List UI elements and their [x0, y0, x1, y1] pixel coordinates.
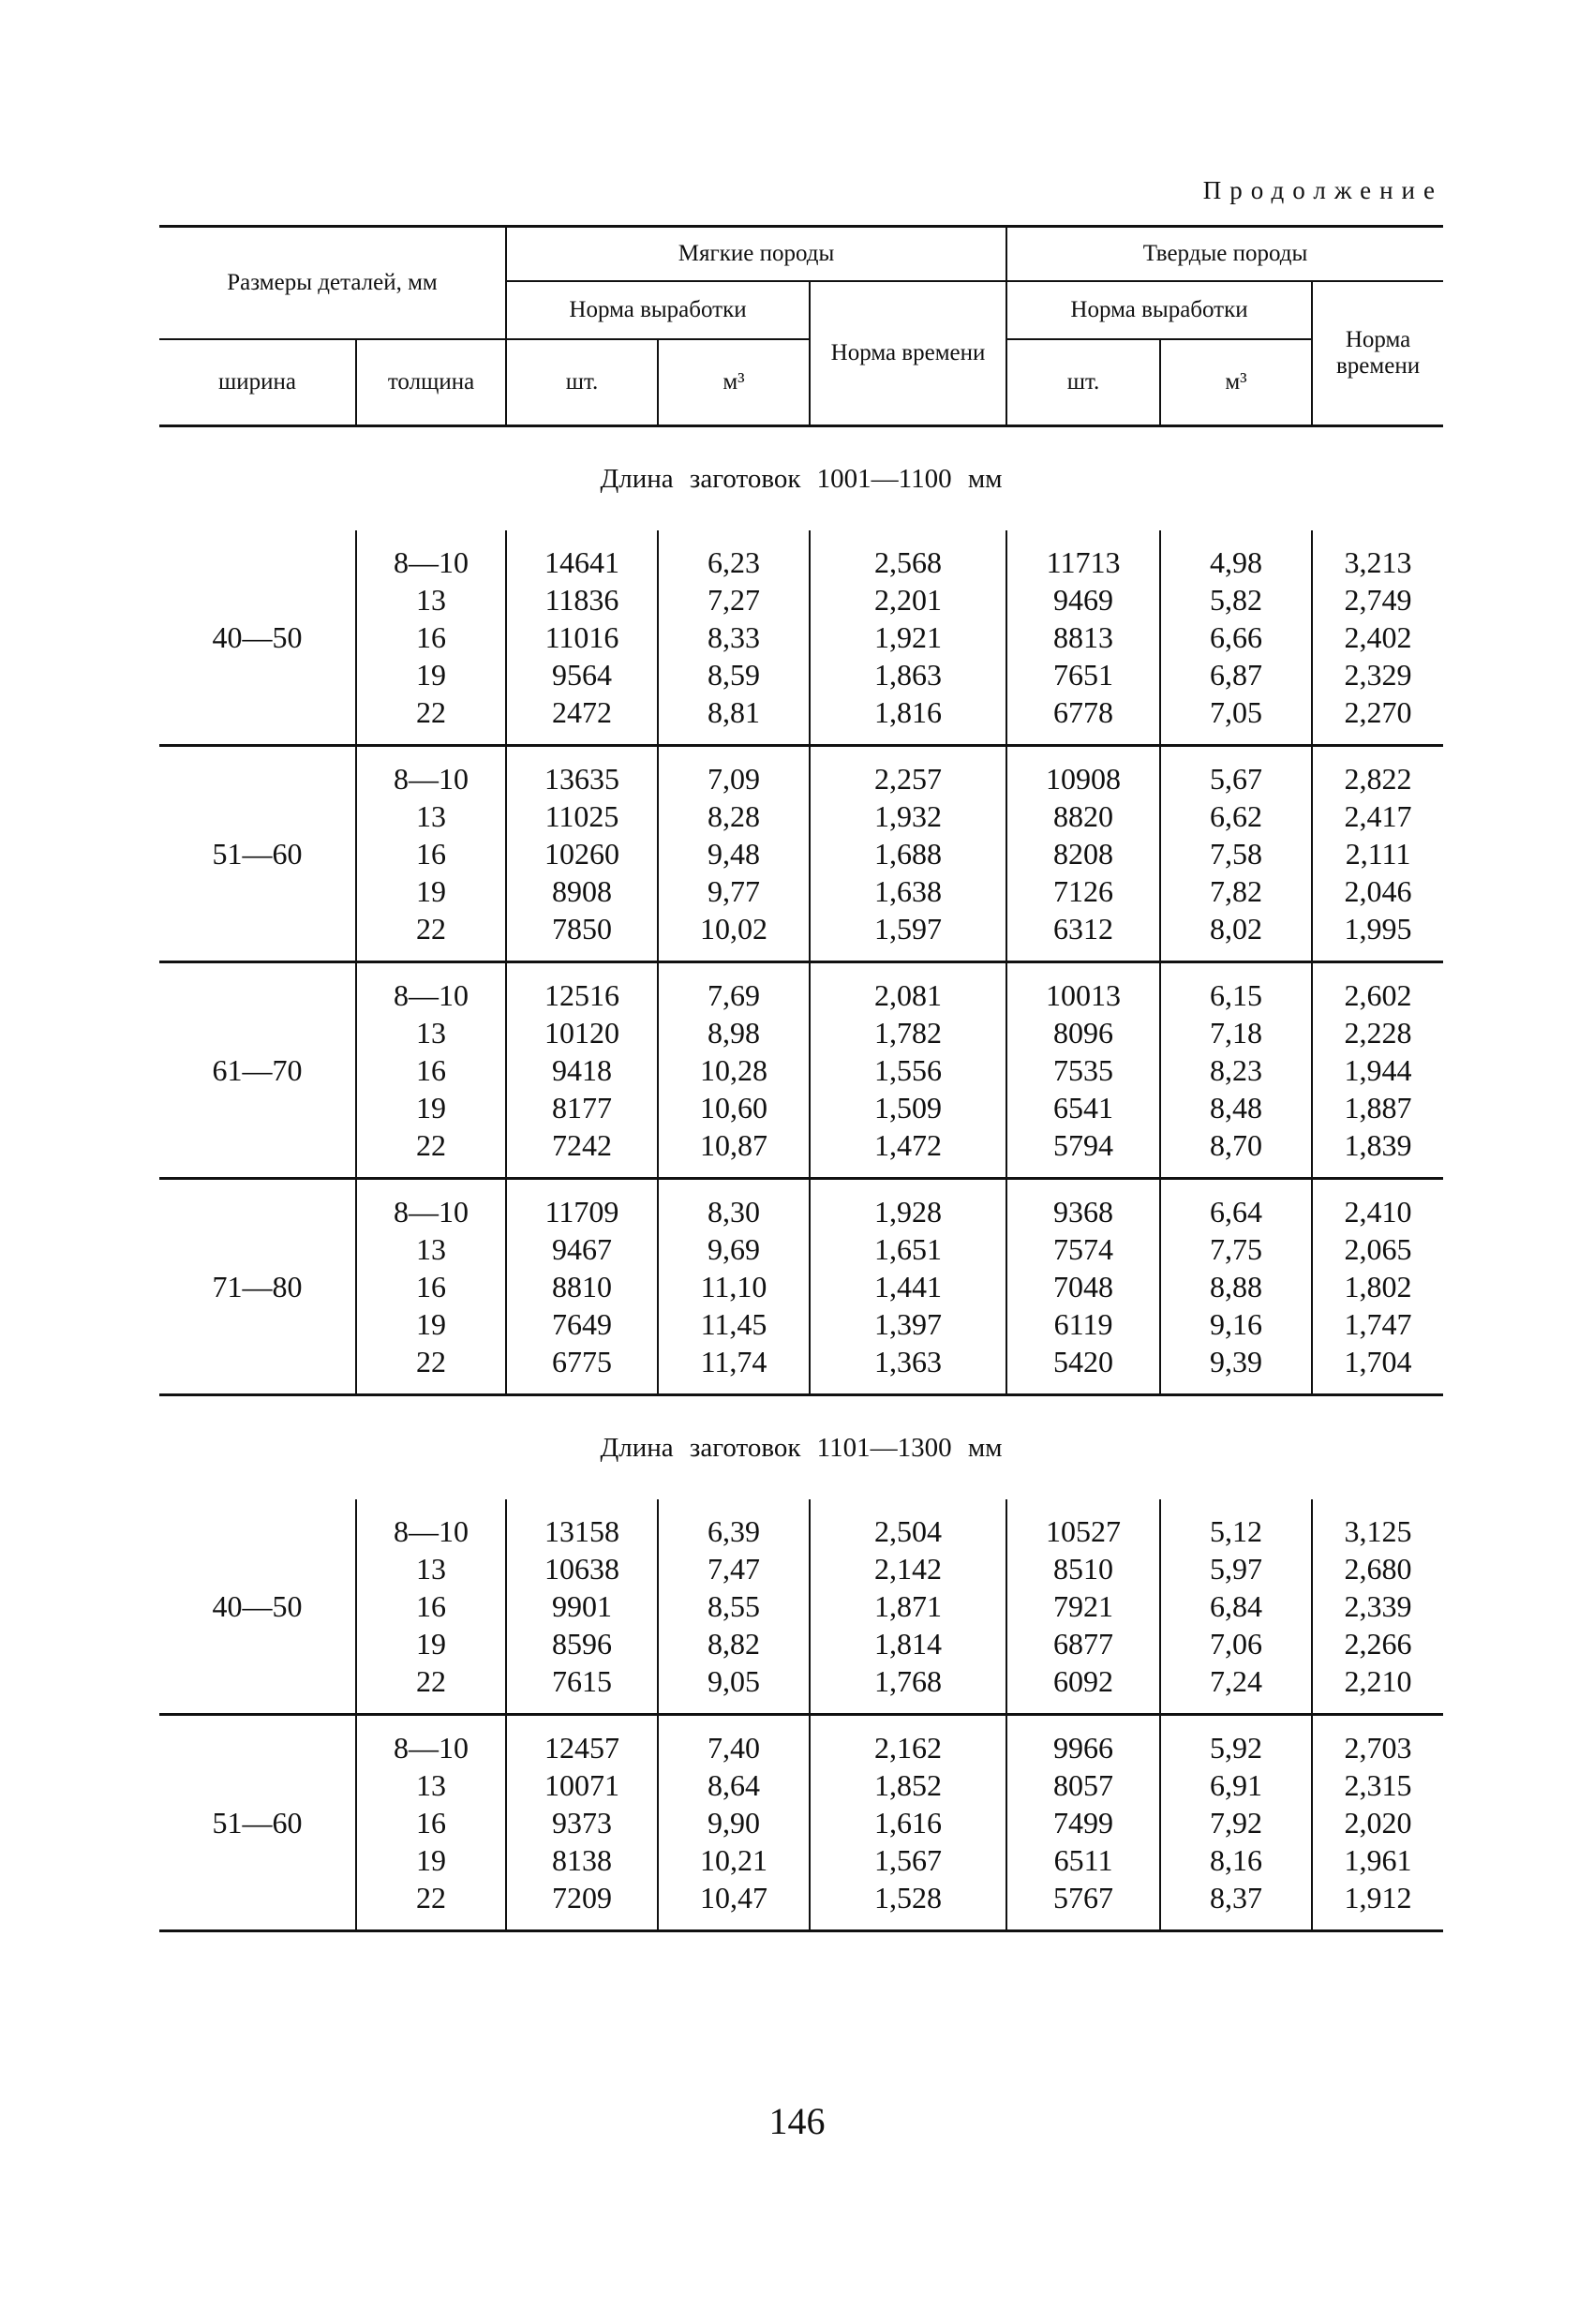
soft-pcs-value: 8908	[552, 874, 613, 908]
soft-m3-value: 10,87	[700, 1128, 768, 1162]
soft-pcs-value: 8810	[552, 1270, 613, 1304]
soft-m3-value: 10,60	[700, 1091, 768, 1125]
thickness-value: 22	[416, 1664, 446, 1698]
soft-pcs-value: 10260	[544, 837, 620, 871]
hard-m3-value: 8,37	[1210, 1881, 1263, 1914]
hard-time-value: 2,339	[1344, 1589, 1412, 1623]
soft-m3-value: 7,47	[708, 1552, 761, 1586]
soft-time-value: 1,616	[874, 1806, 943, 1840]
hard-m3-value: 8,48	[1210, 1091, 1263, 1125]
thickness-value: 13	[416, 1232, 446, 1266]
soft-m3-value: 9,90	[708, 1806, 761, 1840]
hard-time-value: 2,402	[1344, 620, 1412, 654]
soft-m3-value: 10,02	[700, 912, 768, 946]
hard-m3-value: 5,82	[1210, 583, 1263, 617]
soft-m3-cell	[658, 746, 810, 962]
soft-pcs-value: 7850	[552, 912, 613, 946]
width-cell: 51—60	[159, 746, 356, 962]
soft-pcs-value: 10638	[544, 1552, 620, 1586]
header-soft: Мягкие породы	[506, 227, 1006, 282]
hard-m3-value: 9,39	[1210, 1345, 1263, 1378]
soft-pcs-value: 12516	[544, 978, 620, 1012]
hard-pcs-value: 7651	[1053, 658, 1114, 692]
thickness-value: 16	[416, 1270, 446, 1304]
soft-time-value: 1,814	[874, 1627, 943, 1661]
soft-time-value: 2,568	[874, 545, 943, 579]
table-row	[159, 746, 1443, 962]
hard-pcs-value: 7574	[1053, 1232, 1114, 1266]
hard-time-value: 1,887	[1344, 1091, 1412, 1125]
hard-m3-value: 7,58	[1210, 837, 1263, 871]
hard-pcs-cell	[1006, 1179, 1160, 1395]
hard-pcs-value: 8813	[1053, 620, 1114, 654]
section-title-row	[159, 1395, 1443, 1500]
table-row	[159, 962, 1443, 1179]
soft-m3-value: 8,59	[708, 658, 761, 692]
soft-time-value: 2,162	[874, 1731, 943, 1765]
soft-time-value: 2,201	[874, 583, 943, 617]
soft-pcs-value: 7615	[552, 1664, 613, 1698]
hard-m3-value: 6,15	[1210, 978, 1263, 1012]
table-header	[159, 227, 1443, 426]
hard-m3-cell	[1160, 962, 1312, 1179]
hard-time-value: 3,213	[1344, 545, 1412, 579]
norms-table	[159, 225, 1443, 1932]
hard-m3-cell	[1160, 1715, 1312, 1931]
hard-time-cell	[1312, 1499, 1443, 1715]
hard-m3-value: 6,66	[1210, 620, 1263, 654]
page-number: 146	[768, 2100, 826, 2142]
hard-pcs-value: 6511	[1053, 1843, 1113, 1877]
hard-time-value: 2,210	[1344, 1664, 1412, 1698]
soft-pcs-value: 2472	[552, 695, 613, 729]
soft-pcs-value: 9373	[552, 1806, 613, 1840]
hard-pcs-cell	[1006, 530, 1160, 746]
hard-pcs-value: 7499	[1053, 1806, 1114, 1840]
hard-pcs-value: 8208	[1053, 837, 1114, 871]
soft-m3-value: 7,69	[708, 978, 761, 1012]
hard-pcs-value: 6541	[1053, 1091, 1114, 1125]
soft-time-value: 1,932	[874, 799, 943, 833]
hard-pcs-value: 7921	[1053, 1589, 1114, 1623]
hard-time-cell	[1312, 530, 1443, 746]
hard-pcs-value: 8096	[1053, 1016, 1114, 1050]
soft-time-value: 2,504	[874, 1514, 943, 1548]
hard-pcs-value: 5420	[1053, 1345, 1114, 1378]
header-dims: Размеры деталей, мм	[159, 227, 506, 340]
thickness-value: 19	[416, 1091, 446, 1125]
hard-time-value: 1,912	[1344, 1881, 1412, 1914]
header-hard-pcs: шт.	[1006, 339, 1160, 426]
soft-m3-value: 8,28	[708, 799, 761, 833]
hard-time-value: 2,602	[1344, 978, 1412, 1012]
hard-m3-value: 8,23	[1210, 1053, 1263, 1087]
width-cell: 40—50	[159, 1499, 356, 1715]
soft-m3-value: 10,21	[700, 1843, 768, 1877]
soft-m3-value: 8,30	[708, 1195, 761, 1229]
soft-m3-value: 8,33	[708, 620, 761, 654]
soft-pcs-value: 13158	[544, 1514, 620, 1548]
header-width: ширина	[159, 339, 356, 426]
hard-time-value: 2,266	[1344, 1627, 1412, 1661]
soft-pcs-value: 7649	[552, 1307, 613, 1341]
hard-pcs-value: 7126	[1053, 874, 1114, 908]
soft-m3-cell	[658, 1715, 810, 1931]
thickness-value: 19	[416, 1307, 446, 1341]
soft-time-value: 1,921	[874, 620, 943, 654]
header-soft-pcs: шт.	[506, 339, 658, 426]
section-title: Длина заготовок 1101—1300 мм	[600, 1432, 1003, 1463]
thickness-cell	[356, 746, 506, 962]
hard-time-cell	[1312, 962, 1443, 1179]
hard-pcs-value: 9966	[1053, 1731, 1114, 1765]
soft-m3-value: 9,69	[708, 1232, 761, 1266]
hard-time-value: 2,410	[1344, 1195, 1412, 1229]
thickness-value: 16	[416, 620, 446, 654]
table-row	[159, 1179, 1443, 1395]
soft-time-value: 1,528	[874, 1881, 943, 1914]
header-soft-norm-output: Норма выработки	[506, 281, 810, 339]
hard-pcs-value: 5794	[1053, 1128, 1114, 1162]
soft-pcs-value: 9467	[552, 1232, 613, 1266]
soft-pcs-value: 14641	[544, 545, 620, 579]
header-hard-norm-output: Норма выработки	[1006, 281, 1312, 339]
hard-time-value: 1,747	[1344, 1307, 1412, 1341]
thickness-value: 13	[416, 1552, 446, 1586]
thickness-cell	[356, 1179, 506, 1395]
soft-pcs-value: 7209	[552, 1881, 613, 1914]
hard-time-value: 2,046	[1344, 874, 1412, 908]
soft-m3-value: 9,48	[708, 837, 761, 871]
thickness-value: 16	[416, 1806, 446, 1840]
hard-m3-value: 6,64	[1210, 1195, 1263, 1229]
header-hard-norm-time: Норма времени	[1312, 281, 1443, 426]
soft-m3-value: 7,40	[708, 1731, 761, 1765]
hard-time-value: 1,944	[1344, 1053, 1412, 1087]
soft-m3-value: 8,64	[708, 1768, 761, 1802]
soft-time-value: 1,509	[874, 1091, 943, 1125]
hard-m3-value: 7,18	[1210, 1016, 1263, 1050]
section-title: Длина заготовок 1001—1100 мм	[600, 463, 1003, 494]
hard-m3-value: 4,98	[1210, 545, 1263, 579]
soft-time-cell	[810, 1179, 1006, 1395]
thickness-cell	[356, 1499, 506, 1715]
header-soft-norm-time: Норма времени	[810, 281, 1006, 426]
hard-m3-value: 7,75	[1210, 1232, 1263, 1266]
thickness-value: 13	[416, 583, 446, 617]
soft-time-value: 1,638	[874, 874, 943, 908]
soft-pcs-cell	[506, 1715, 658, 1931]
soft-m3-value: 8,55	[708, 1589, 761, 1623]
hard-time-value: 1,995	[1344, 912, 1412, 946]
soft-time-value: 1,363	[874, 1345, 943, 1378]
hard-pcs-cell	[1006, 746, 1160, 962]
soft-m3-value: 9,05	[708, 1664, 761, 1698]
hard-time-value: 1,802	[1344, 1270, 1412, 1304]
hard-pcs-value: 6312	[1053, 912, 1114, 946]
thickness-value: 8—10	[394, 1514, 469, 1548]
soft-time-cell	[810, 1715, 1006, 1931]
soft-time-value: 1,397	[874, 1307, 943, 1341]
soft-pcs-value: 7242	[552, 1128, 613, 1162]
soft-m3-value: 8,98	[708, 1016, 761, 1050]
hard-m3-value: 8,70	[1210, 1128, 1263, 1162]
soft-m3-value: 11,10	[700, 1270, 767, 1304]
soft-time-value: 1,556	[874, 1053, 943, 1087]
hard-pcs-value: 7535	[1053, 1053, 1114, 1087]
hard-pcs-value: 5767	[1053, 1881, 1114, 1914]
soft-time-value: 2,257	[874, 762, 943, 796]
header-soft-m3: м³	[658, 339, 810, 426]
soft-pcs-cell	[506, 746, 658, 962]
soft-pcs-cell	[506, 1179, 658, 1395]
soft-m3-cell	[658, 1179, 810, 1395]
soft-m3-value: 6,39	[708, 1514, 761, 1548]
soft-pcs-cell	[506, 962, 658, 1179]
width-cell: 40—50	[159, 530, 356, 746]
hard-m3-cell	[1160, 1499, 1312, 1715]
thickness-value: 22	[416, 695, 446, 729]
hard-pcs-value: 10908	[1046, 762, 1122, 796]
table-row	[159, 530, 1443, 746]
soft-time-value: 1,768	[874, 1664, 943, 1698]
thickness-value: 16	[416, 837, 446, 871]
soft-time-cell	[810, 530, 1006, 746]
hard-m3-value: 6,87	[1210, 658, 1263, 692]
thickness-value: 19	[416, 1627, 446, 1661]
soft-pcs-value: 9418	[552, 1053, 613, 1087]
hard-pcs-value: 6877	[1053, 1627, 1114, 1661]
soft-pcs-value: 11016	[544, 620, 619, 654]
hard-pcs-value: 6778	[1053, 695, 1114, 729]
hard-time-cell	[1312, 746, 1443, 962]
hard-time-value: 3,125	[1344, 1514, 1412, 1548]
thickness-value: 8—10	[394, 762, 469, 796]
hard-pcs-value: 10013	[1046, 978, 1122, 1012]
hard-pcs-value: 9368	[1053, 1195, 1114, 1229]
soft-time-cell	[810, 746, 1006, 962]
hard-pcs-value: 11713	[1046, 545, 1121, 579]
hard-time-cell	[1312, 1179, 1443, 1395]
soft-pcs-cell	[506, 530, 658, 746]
soft-m3-value: 7,27	[708, 583, 761, 617]
soft-time-value: 1,871	[874, 1589, 943, 1623]
soft-pcs-value: 8138	[552, 1843, 613, 1877]
hard-pcs-value: 8057	[1053, 1768, 1114, 1802]
soft-time-value: 1,852	[874, 1768, 943, 1802]
hard-pcs-value: 8820	[1053, 799, 1114, 833]
hard-m3-value: 7,24	[1210, 1664, 1263, 1698]
hard-time-value: 2,417	[1344, 799, 1412, 833]
hard-pcs-value: 8510	[1053, 1552, 1114, 1586]
soft-m3-value: 10,28	[700, 1053, 768, 1087]
hard-m3-value: 6,84	[1210, 1589, 1263, 1623]
hard-time-value: 2,703	[1344, 1731, 1412, 1765]
soft-pcs-value: 13635	[544, 762, 620, 796]
soft-time-value: 1,928	[874, 1195, 943, 1229]
soft-pcs-value: 11709	[544, 1195, 619, 1229]
hard-time-value: 2,315	[1344, 1768, 1412, 1802]
soft-m3-value: 9,77	[708, 874, 761, 908]
hard-time-cell	[1312, 1715, 1443, 1931]
hard-time-value: 1,704	[1344, 1345, 1412, 1378]
hard-pcs-value: 9469	[1053, 583, 1114, 617]
soft-pcs-value: 8177	[552, 1091, 613, 1125]
soft-time-value: 2,142	[874, 1552, 943, 1586]
soft-m3-cell	[658, 1499, 810, 1715]
hard-m3-value: 6,62	[1210, 799, 1263, 833]
hard-pcs-value: 7048	[1053, 1270, 1114, 1304]
hard-m3-value: 8,16	[1210, 1843, 1263, 1877]
hard-time-value: 2,228	[1344, 1016, 1412, 1050]
width-cell: 51—60	[159, 1715, 356, 1931]
hard-time-value: 2,822	[1344, 762, 1412, 796]
soft-m3-cell	[658, 962, 810, 1179]
soft-time-value: 1,651	[874, 1232, 943, 1266]
thickness-cell	[356, 530, 506, 746]
hard-time-value: 2,065	[1344, 1232, 1412, 1266]
hard-pcs-value: 6119	[1053, 1307, 1113, 1341]
soft-pcs-value: 9564	[552, 658, 613, 692]
hard-m3-cell	[1160, 746, 1312, 962]
soft-m3-value: 11,74	[700, 1345, 767, 1378]
thickness-value: 13	[416, 1016, 446, 1050]
hard-m3-value: 5,67	[1210, 762, 1263, 796]
width-cell: 61—70	[159, 962, 356, 1179]
soft-pcs-value: 12457	[544, 1731, 620, 1765]
hard-m3-cell	[1160, 1179, 1312, 1395]
soft-m3-value: 8,81	[708, 695, 761, 729]
hard-m3-value: 5,97	[1210, 1552, 1263, 1586]
soft-pcs-cell	[506, 1499, 658, 1715]
hard-time-value: 1,839	[1344, 1128, 1412, 1162]
header-hard: Твердые породы	[1006, 227, 1443, 282]
hard-pcs-cell	[1006, 962, 1160, 1179]
soft-time-cell	[810, 1499, 1006, 1715]
soft-m3-value: 10,47	[700, 1881, 768, 1914]
hard-pcs-cell	[1006, 1715, 1160, 1931]
soft-time-value: 1,782	[874, 1016, 943, 1050]
soft-time-value: 1,688	[874, 837, 943, 871]
hard-m3-value: 7,92	[1210, 1806, 1263, 1840]
hard-time-value: 1,961	[1344, 1843, 1412, 1877]
soft-pcs-value: 11836	[544, 583, 619, 617]
hard-time-value: 2,111	[1345, 837, 1411, 871]
soft-m3-value: 11,45	[700, 1307, 767, 1341]
table-row	[159, 1715, 1443, 1931]
width-cell: 71—80	[159, 1179, 356, 1395]
soft-pcs-value: 9901	[552, 1589, 613, 1623]
soft-m3-value: 6,23	[708, 545, 761, 579]
hard-m3-value: 8,02	[1210, 912, 1263, 946]
thickness-value: 22	[416, 1128, 446, 1162]
thickness-cell	[356, 1715, 506, 1931]
hard-m3-value: 5,12	[1210, 1514, 1263, 1548]
thickness-value: 13	[416, 1768, 446, 1802]
soft-time-cell	[810, 962, 1006, 1179]
hard-pcs-cell	[1006, 1499, 1160, 1715]
soft-time-value: 2,081	[874, 978, 943, 1012]
soft-pcs-value: 10071	[544, 1768, 620, 1802]
soft-m3-cell	[658, 530, 810, 746]
soft-pcs-value: 11025	[544, 799, 619, 833]
section-title-row	[159, 426, 1443, 531]
continuation-label: Продолжение	[1202, 176, 1443, 204]
hard-time-value: 2,270	[1344, 695, 1412, 729]
soft-time-value: 1,567	[874, 1843, 943, 1877]
hard-time-value: 2,020	[1344, 1806, 1412, 1840]
soft-time-value: 1,597	[874, 912, 943, 946]
hard-time-value: 2,749	[1344, 583, 1412, 617]
soft-time-value: 1,472	[874, 1128, 943, 1162]
hard-m3-value: 9,16	[1210, 1307, 1263, 1341]
soft-m3-value: 7,09	[708, 762, 761, 796]
hard-pcs-value: 10527	[1046, 1514, 1122, 1548]
soft-pcs-value: 10120	[544, 1016, 620, 1050]
thickness-value: 13	[416, 799, 446, 833]
thickness-value: 19	[416, 1843, 446, 1877]
hard-m3-value: 5,92	[1210, 1731, 1263, 1765]
hard-m3-value: 7,06	[1210, 1627, 1263, 1661]
table-row	[159, 1499, 1443, 1715]
soft-m3-value: 8,82	[708, 1627, 761, 1661]
hard-m3-cell	[1160, 530, 1312, 746]
thickness-value: 22	[416, 1345, 446, 1378]
hard-pcs-value: 6092	[1053, 1664, 1114, 1698]
thickness-value: 22	[416, 912, 446, 946]
thickness-value: 16	[416, 1589, 446, 1623]
table-body	[159, 426, 1443, 1931]
thickness-cell	[356, 962, 506, 1179]
soft-time-value: 1,863	[874, 658, 943, 692]
header-thickness: толщина	[356, 339, 506, 426]
thickness-value: 16	[416, 1053, 446, 1087]
thickness-value: 8—10	[394, 545, 469, 579]
hard-time-value: 2,329	[1344, 658, 1412, 692]
soft-pcs-value: 8596	[552, 1627, 613, 1661]
soft-time-value: 1,441	[874, 1270, 943, 1304]
hard-m3-value: 7,82	[1210, 874, 1263, 908]
thickness-value: 19	[416, 658, 446, 692]
thickness-value: 22	[416, 1881, 446, 1914]
thickness-value: 8—10	[394, 978, 469, 1012]
thickness-value: 8—10	[394, 1195, 469, 1229]
hard-m3-value: 8,88	[1210, 1270, 1263, 1304]
header-hard-m3: м³	[1160, 339, 1312, 426]
thickness-value: 8—10	[394, 1731, 469, 1765]
thickness-value: 19	[416, 874, 446, 908]
hard-time-value: 2,680	[1344, 1552, 1412, 1586]
hard-m3-value: 6,91	[1210, 1768, 1263, 1802]
hard-m3-value: 7,05	[1210, 695, 1263, 729]
soft-time-value: 1,816	[874, 695, 943, 729]
soft-pcs-value: 6775	[552, 1345, 613, 1378]
